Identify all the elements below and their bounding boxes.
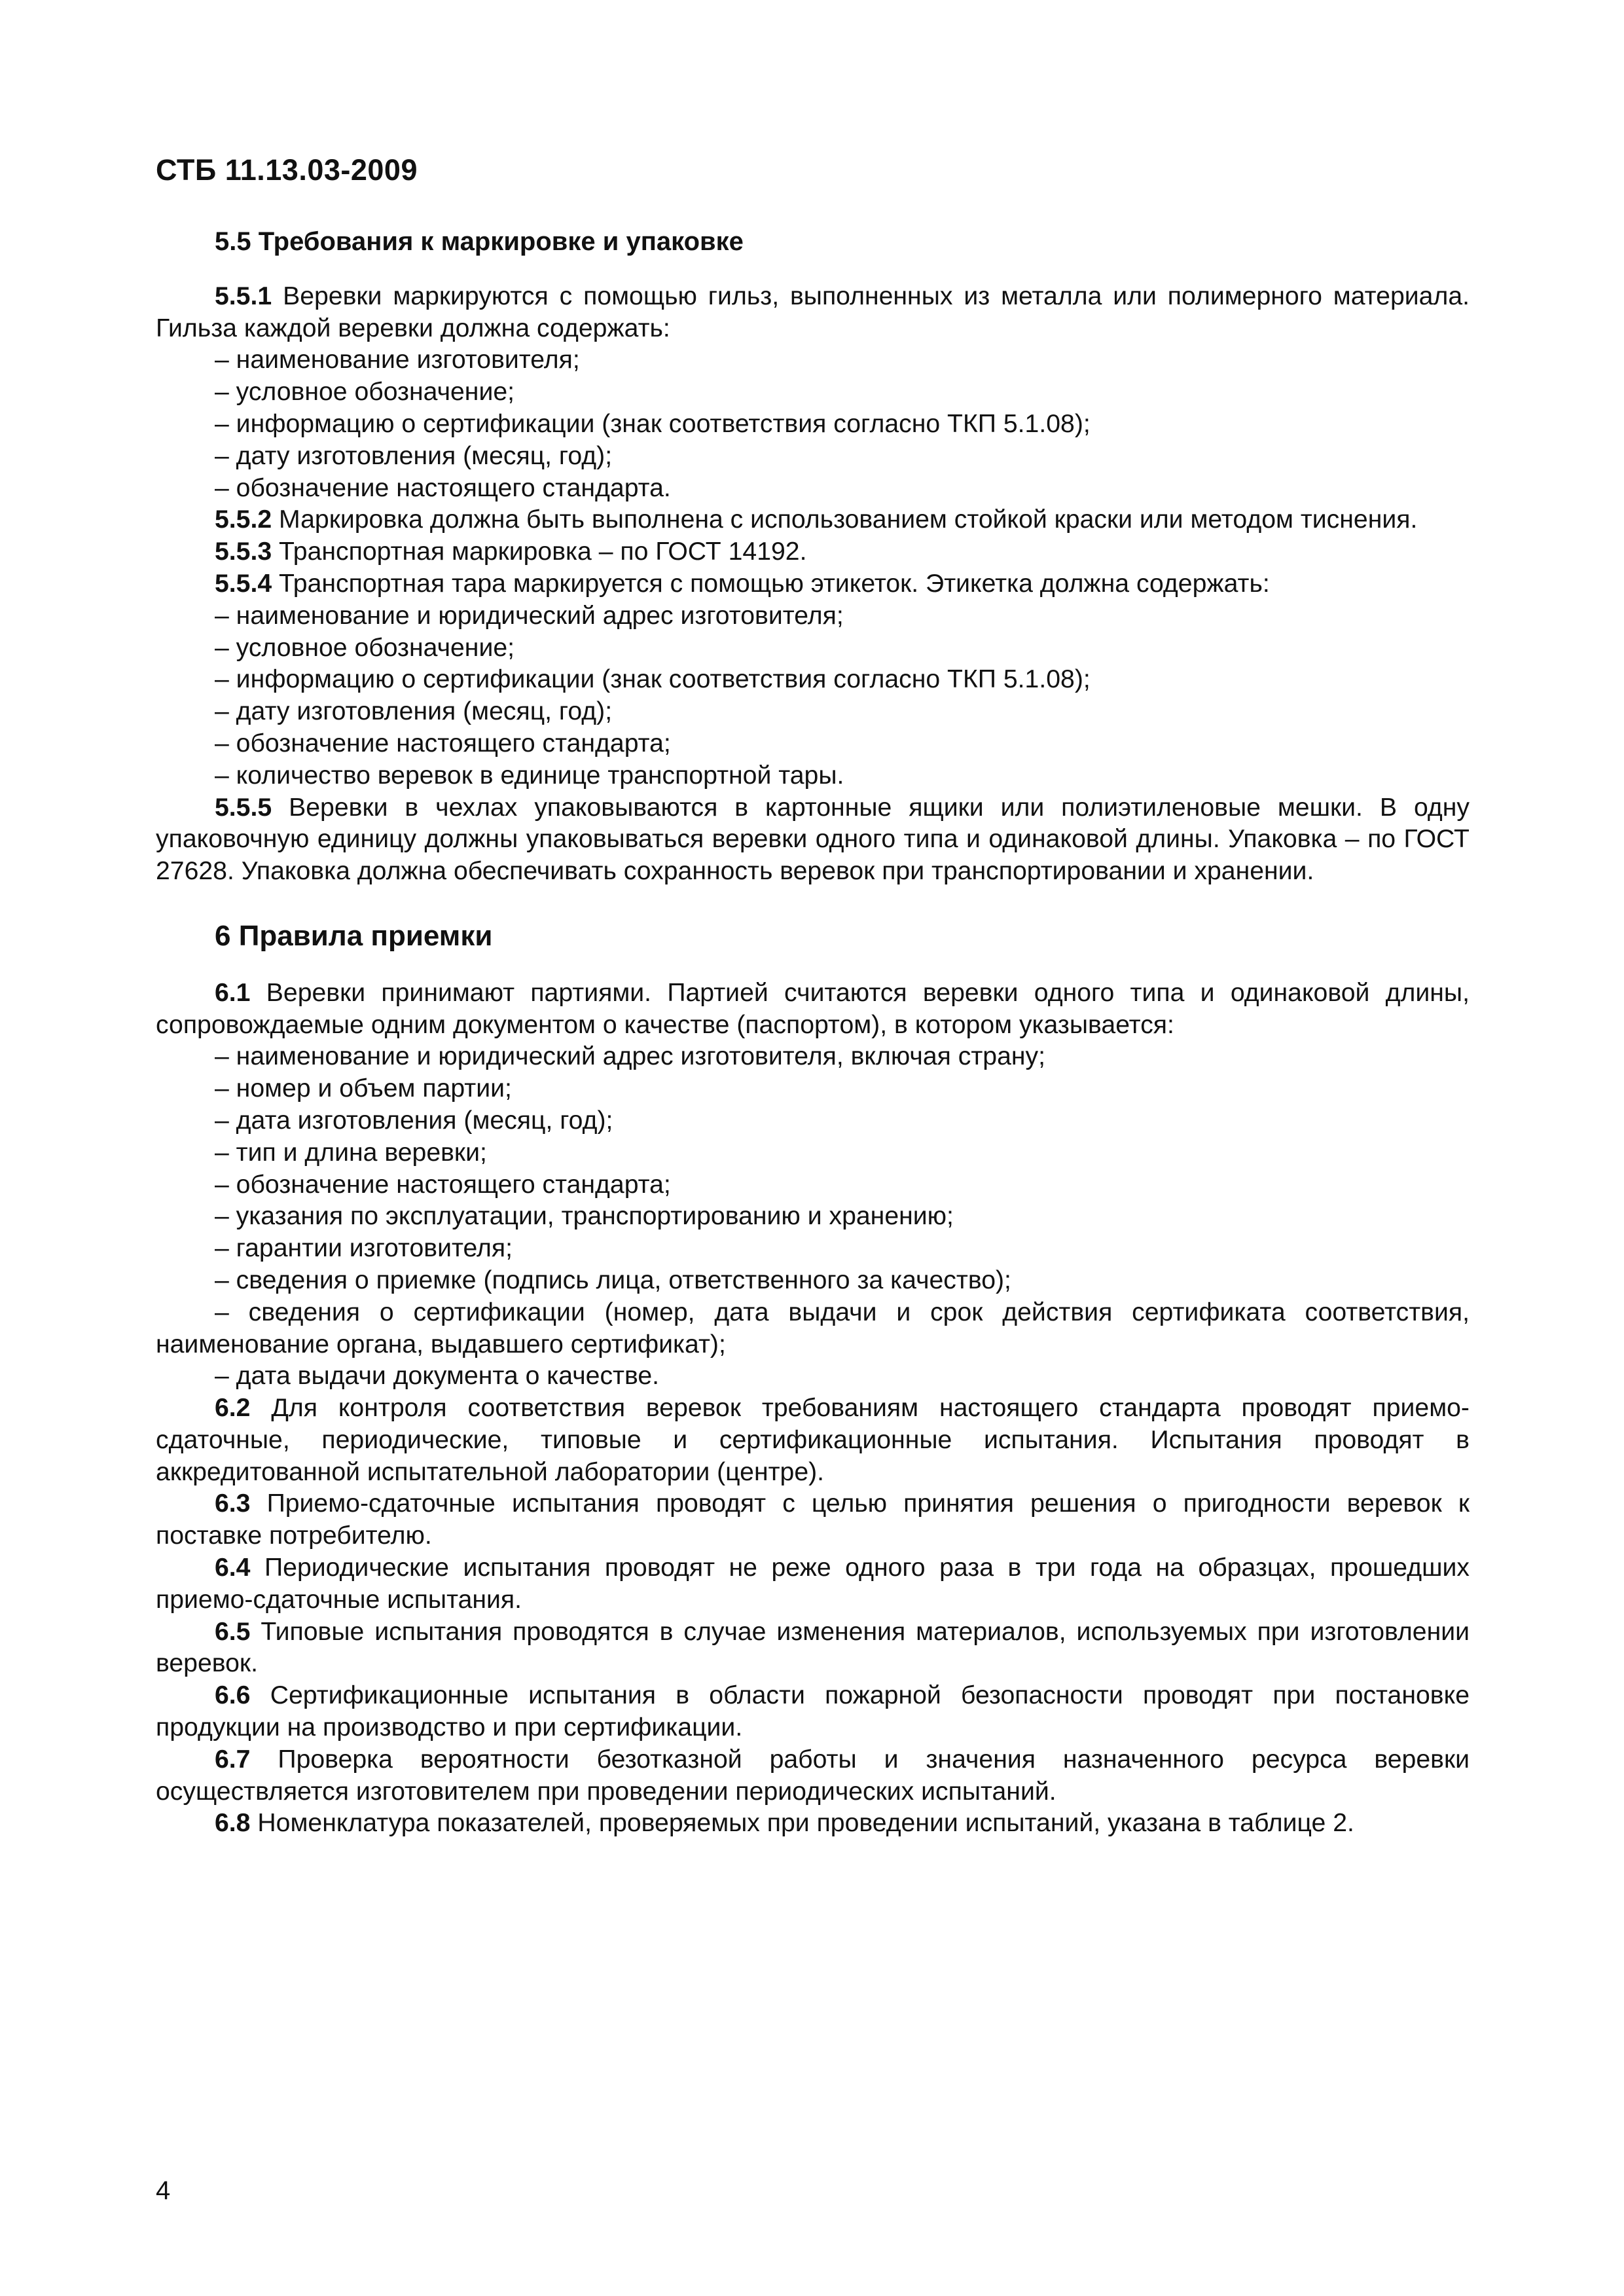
list-item: – условное обозначение; — [215, 633, 515, 662]
clause-number: 6.4 — [215, 1554, 251, 1582]
paragraph-6-2 — [156, 1393, 1470, 1488]
clause-text: Веревки в чехлах упаковываются в картонные ящики или полиэтиленовые мешки. В одну упаковочную единицу должны упаковываться веревки одного типа и одинаковой длины. Упаковка – по ГОСТ 27628. Упаковка должна обеспечивать сохранность веревок при транспортировании и хранении. — [156, 793, 1470, 886]
list-item: – дата выдачи документа о качестве. — [215, 1362, 660, 1391]
paragraph-5-5-5 — [156, 792, 1470, 888]
document-body — [156, 226, 1470, 1840]
section-5-5-heading: 5.5 Требования к маркировке и упаковке — [215, 227, 744, 256]
clause-text: Веревки маркируются с помощью гильз, выполненных из металла или полимерного материала. Гильза каждой веревки должна содержать: — [156, 282, 1470, 342]
list-item: – наименование и юридический адрес изготовителя, включая страну; — [215, 1042, 1045, 1071]
clause-number: 6.3 — [215, 1489, 251, 1518]
list-item: – наименование и юридический адрес изготовителя; — [215, 601, 844, 630]
clause-text: Проверка вероятности безотказной работы и значения назначенного ресурса веревки осуществляется изготовителем при проведении периодических испытаний. — [156, 1745, 1470, 1806]
list-item: – количество веревок в единице транспортной тары. — [215, 761, 844, 790]
clause-number: 6.6 — [215, 1681, 251, 1710]
list-item: – обозначение настоящего стандарта. — [215, 473, 671, 502]
standard-designation: СТБ 11.13.03-2009 — [156, 153, 418, 187]
section-6-heading: 6 Правила приемки — [215, 919, 493, 952]
clause-text: Типовые испытания проводятся в случае изменения материалов, используемых при изготовлении веревок. — [156, 1617, 1470, 1678]
clause-text: Для контроля соответствия веревок требованиям настоящего стандарта проводят приемо-сдаточные, периодические, типовые и сертификационные испытания. Испытания проводят в аккредитованной испытательной лаборатории (центре). — [156, 1394, 1470, 1486]
paragraph-6-3 — [156, 1488, 1470, 1552]
paragraph-6-4 — [156, 1552, 1470, 1616]
clause-number: 6.5 — [215, 1617, 251, 1646]
paragraph-6-8 — [156, 1808, 1470, 1840]
list-item: – дату изготовления (месяц, год); — [215, 697, 613, 726]
clause-number: 6.2 — [215, 1394, 251, 1423]
list-item: – сведения о приемке (подпись лица, ответственного за качество); — [215, 1266, 1011, 1294]
list-item: – гарантии изготовителя; — [215, 1234, 513, 1263]
paragraph-6-6 — [156, 1680, 1470, 1744]
list-item: – обозначение настоящего стандарта; — [215, 729, 671, 757]
paragraph-6-1 — [156, 977, 1470, 1042]
page-number: 4 — [156, 2176, 171, 2205]
clause-text: Приемо-сдаточные испытания проводят с целью принятия решения о пригодности веревок к поставке потребителю. — [156, 1489, 1470, 1550]
list-item: – обозначение настоящего стандарта; — [215, 1170, 671, 1199]
list-item: – указания по эксплуатации, транспортированию и хранению; — [215, 1202, 954, 1231]
clause-number: 6.8 — [215, 1809, 251, 1838]
clause-number: 5.5.5 — [215, 793, 272, 822]
clause-number: 5.5.3 — [215, 538, 272, 566]
paragraph-5-5-1 — [156, 281, 1470, 345]
clause-text: Веревки принимают партиями. Партией считаются веревки одного типа и одинаковой длины, сопровождаемые одним документом о качестве (паспортом), в котором указывается: — [156, 978, 1470, 1039]
clause-text: Транспортная тара маркируется с помощью этикеток. Этикетка должна содержать: — [272, 569, 1270, 598]
clause-text: Номенклатура показателей, проверяемых при проведении испытаний, указана в таблице 2. — [250, 1809, 1354, 1838]
clause-number: 5.5.1 — [215, 282, 272, 310]
clause-text: Маркировка должна быть выполнена с использованием стойкой краски или методом тиснения. — [272, 505, 1418, 534]
list-item: – информацию о сертификации (знак соответствия согласно ТКП 5.1.08); — [215, 665, 1091, 694]
clause-text: Периодические испытания проводят не реже одного раза в три года на образцах, прошедших приемо-сдаточные испытания. — [156, 1554, 1470, 1614]
list-item: – дату изготовления (месяц, год); — [215, 441, 613, 470]
paragraph-6-5 — [156, 1616, 1470, 1681]
paragraph-5-5-4 — [156, 568, 1470, 600]
paragraph-6-7 — [156, 1744, 1470, 1808]
clause-text: Транспортная маркировка – по ГОСТ 14192. — [272, 538, 807, 566]
clause-number: 6.7 — [215, 1745, 251, 1774]
list-item: – тип и длина веревки; — [215, 1138, 487, 1167]
clause-number: 6.1 — [215, 978, 251, 1007]
list-item: – условное обозначение; — [215, 378, 515, 407]
clause-number: 5.5.2 — [215, 505, 272, 534]
list-item: – наименование изготовителя; — [215, 346, 580, 374]
list-item: – дата изготовления (месяц, год); — [215, 1106, 613, 1135]
clause-number: 5.5.4 — [215, 569, 272, 598]
paragraph-5-5-3 — [156, 536, 1470, 568]
list-item: – информацию о сертификации (знак соответствия согласно ТКП 5.1.08); — [215, 409, 1091, 438]
paragraph-5-5-2 — [156, 504, 1470, 536]
list-item: – номер и объем партии; — [215, 1074, 512, 1103]
list-item: – сведения о сертификации (номер, дата выдачи и срок действия сертификата соответствия, наименование органа, выдавшего сертификат); — [156, 1298, 1470, 1358]
clause-text: Сертификационные испытания в области пожарной безопасности проводят при постановке продукции на производство и при сертификации. — [156, 1681, 1470, 1742]
